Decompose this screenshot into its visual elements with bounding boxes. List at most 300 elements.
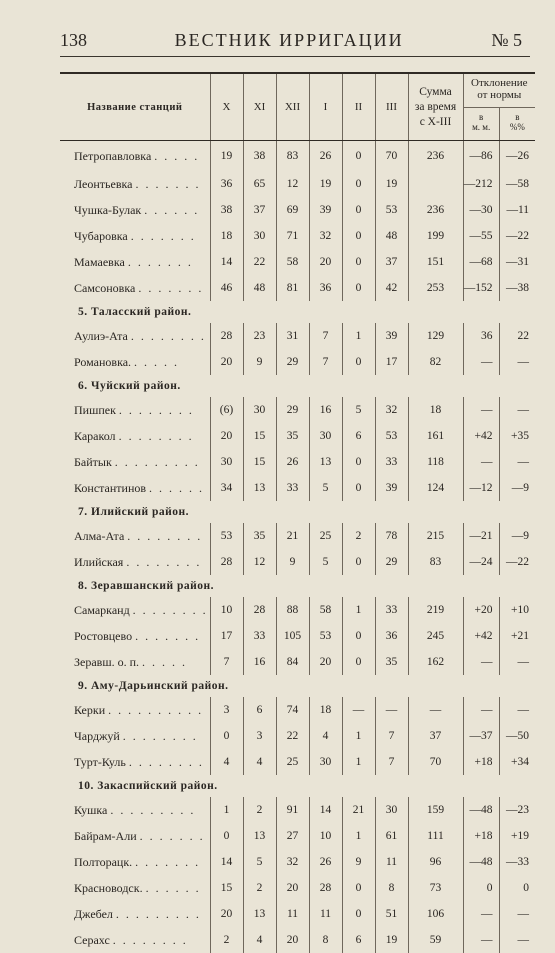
station-name-cell (60, 141, 210, 172)
value-ii: — (342, 697, 375, 723)
col-deviation (463, 73, 535, 141)
station-name: Байтык (74, 455, 112, 469)
value-dev-mm: — (463, 697, 499, 723)
region-heading-row (60, 375, 535, 397)
table-row (60, 597, 535, 623)
value-x: 0 (210, 723, 243, 749)
value-x: (6) (210, 397, 243, 423)
value-dev-pct: —11 (499, 197, 535, 223)
station-name-cell (60, 549, 210, 575)
value-xii: 26 (276, 449, 309, 475)
value-dev-mm: —37 (463, 723, 499, 749)
station-name-cell (60, 823, 210, 849)
value-sum: 245 (408, 623, 463, 649)
region-heading-row (60, 775, 535, 797)
value-i: 32 (309, 223, 342, 249)
table-row (60, 823, 535, 849)
station-name: Самарканд (74, 603, 130, 617)
col-sum-line2: за время (409, 100, 463, 115)
station-name-cell (60, 849, 210, 875)
value-i: 18 (309, 697, 342, 723)
value-xi: 28 (243, 597, 276, 623)
value-dev-pct: — (499, 697, 535, 723)
value-i: 10 (309, 823, 342, 849)
value-xi: 23 (243, 323, 276, 349)
region-heading-row (60, 575, 535, 597)
value-dev-pct: —50 (499, 723, 535, 749)
value-sum: 111 (408, 823, 463, 849)
value-dev-pct: 0 (499, 875, 535, 901)
value-xi: 13 (243, 901, 276, 927)
value-xii: 71 (276, 223, 309, 249)
value-xii: 35 (276, 423, 309, 449)
value-ii: 1 (342, 723, 375, 749)
station-name: Мамаевка (74, 255, 125, 269)
value-xii: 25 (276, 749, 309, 775)
value-dev-mm: —86 (463, 141, 499, 172)
value-x: 15 (210, 875, 243, 901)
value-dev-mm: — (463, 927, 499, 953)
value-ii: 1 (342, 823, 375, 849)
value-dev-pct: — (499, 649, 535, 675)
table-row (60, 901, 535, 927)
table-row (60, 649, 535, 675)
station-name: Керки (74, 703, 105, 717)
leader-dots: . . . . . . . . . (110, 803, 195, 817)
station-name: Джебел (74, 907, 113, 921)
value-i: 14 (309, 797, 342, 823)
table-row (60, 275, 535, 301)
value-i: 4 (309, 723, 342, 749)
station-name-cell (60, 901, 210, 927)
value-iii: 30 (375, 797, 408, 823)
station-name: Алма-Ата (74, 529, 124, 543)
table-row (60, 927, 535, 953)
col-sum-line3: с X-III (409, 115, 463, 130)
value-sum (408, 171, 463, 197)
value-sum: 253 (408, 275, 463, 301)
col-month-i: I (309, 73, 342, 141)
value-dev-pct: — (499, 397, 535, 423)
value-xi: 37 (243, 197, 276, 223)
value-ii: 0 (342, 475, 375, 501)
leader-dots: . . . . . . . (131, 229, 196, 243)
value-dev-mm: —68 (463, 249, 499, 275)
value-dev-pct: —58 (499, 171, 535, 197)
value-dev-mm: — (463, 349, 499, 375)
value-dev-pct: +21 (499, 623, 535, 649)
station-name: Самсоновка (74, 281, 135, 295)
station-name-cell (60, 523, 210, 549)
value-i: 36 (309, 275, 342, 301)
value-iii: 19 (375, 171, 408, 197)
leader-dots: . . . . . . . . (119, 403, 194, 417)
value-iii: 19 (375, 927, 408, 953)
station-name: Серахс (74, 933, 110, 947)
table-row (60, 249, 535, 275)
value-xi: 5 (243, 849, 276, 875)
value-iii: 32 (375, 397, 408, 423)
table-row (60, 749, 535, 775)
value-i: 7 (309, 349, 342, 375)
value-x: 3 (210, 697, 243, 723)
value-iii: 51 (375, 901, 408, 927)
value-xi: 16 (243, 649, 276, 675)
table-row (60, 797, 535, 823)
leader-dots: . . . . . (154, 149, 199, 163)
value-xi: 9 (243, 349, 276, 375)
col-month-xii: XII (276, 73, 309, 141)
value-i: 30 (309, 423, 342, 449)
value-ii: 2 (342, 523, 375, 549)
value-dev-pct: +35 (499, 423, 535, 449)
station-name-cell (60, 171, 210, 197)
value-xii: 105 (276, 623, 309, 649)
station-name-cell (60, 723, 210, 749)
value-xii: 20 (276, 927, 309, 953)
value-xii: 33 (276, 475, 309, 501)
value-i: 11 (309, 901, 342, 927)
station-name: Чубаровка (74, 229, 128, 243)
value-xi: 6 (243, 697, 276, 723)
value-xi: 65 (243, 171, 276, 197)
value-i: 5 (309, 549, 342, 575)
station-name-cell (60, 349, 210, 375)
value-xi: 12 (243, 549, 276, 575)
value-i: 20 (309, 249, 342, 275)
value-dev-pct: —38 (499, 275, 535, 301)
value-dev-mm: 0 (463, 875, 499, 901)
value-i: 8 (309, 927, 342, 953)
value-ii: 1 (342, 749, 375, 775)
value-xii: 22 (276, 723, 309, 749)
value-ii: 0 (342, 449, 375, 475)
table-row (60, 449, 535, 475)
station-name: Каракол (74, 429, 116, 443)
station-name-cell (60, 449, 210, 475)
value-xii: 9 (276, 549, 309, 575)
value-xi: 2 (243, 797, 276, 823)
station-name-cell (60, 875, 210, 901)
value-ii: 0 (342, 549, 375, 575)
region-heading: 9. Аму-Дарьинский район. (60, 675, 535, 697)
value-dev-pct: —22 (499, 223, 535, 249)
value-iii: 53 (375, 197, 408, 223)
value-sum: — (408, 697, 463, 723)
col-month-xi: XI (243, 73, 276, 141)
value-sum: 159 (408, 797, 463, 823)
station-name-cell (60, 623, 210, 649)
value-xi: 30 (243, 223, 276, 249)
value-dev-pct: +19 (499, 823, 535, 849)
value-dev-mm: +42 (463, 423, 499, 449)
value-x: 17 (210, 623, 243, 649)
value-sum: 219 (408, 597, 463, 623)
leader-dots: . . . . . . (144, 203, 199, 217)
value-i: 30 (309, 749, 342, 775)
value-x: 2 (210, 927, 243, 953)
value-dev-mm: — (463, 649, 499, 675)
value-xii: 27 (276, 823, 309, 849)
value-xii: 12 (276, 171, 309, 197)
station-name-cell (60, 223, 210, 249)
leader-dots: . . . . . (134, 355, 179, 369)
value-iii: 36 (375, 623, 408, 649)
value-sum: 70 (408, 749, 463, 775)
value-ii: 0 (342, 141, 375, 172)
station-name-cell (60, 597, 210, 623)
value-iii: 53 (375, 423, 408, 449)
value-xii: 81 (276, 275, 309, 301)
table-row (60, 197, 535, 223)
value-x: 34 (210, 475, 243, 501)
leader-dots: . . . . . . . (138, 281, 203, 295)
value-dev-mm: —30 (463, 197, 499, 223)
station-name: Леонтьевка (74, 177, 133, 191)
value-x: 14 (210, 249, 243, 275)
col-deviation-line2: от нормы (464, 89, 536, 101)
region-heading-row (60, 675, 535, 697)
value-xi: 30 (243, 397, 276, 423)
value-ii: 0 (342, 901, 375, 927)
value-iii: 37 (375, 249, 408, 275)
value-xi: 2 (243, 875, 276, 901)
value-sum: 37 (408, 723, 463, 749)
value-dev-mm: —152 (463, 275, 499, 301)
value-i: 53 (309, 623, 342, 649)
value-dev-mm: —48 (463, 797, 499, 823)
station-name: Аулиэ-Ата (74, 329, 128, 343)
col-deviation-percent: в %% (499, 108, 535, 140)
value-xi: 3 (243, 723, 276, 749)
value-dev-pct: — (499, 927, 535, 953)
region-heading: 6. Чуйский район. (60, 375, 535, 397)
value-x: 46 (210, 275, 243, 301)
value-ii: 6 (342, 423, 375, 449)
leader-dots: . . . . . . . . (113, 933, 188, 947)
value-iii: 29 (375, 549, 408, 575)
value-dev-pct: —22 (499, 549, 535, 575)
station-name: Красноводск. (74, 881, 143, 895)
value-sum: 236 (408, 197, 463, 223)
value-iii: 7 (375, 749, 408, 775)
value-xi: 4 (243, 749, 276, 775)
value-sum: 129 (408, 323, 463, 349)
table-row (60, 397, 535, 423)
value-i: 19 (309, 171, 342, 197)
value-sum: 73 (408, 875, 463, 901)
value-dev-mm: +18 (463, 749, 499, 775)
table-row (60, 475, 535, 501)
value-xi: 15 (243, 449, 276, 475)
value-xi: 38 (243, 141, 276, 172)
col-month-iii: III (375, 73, 408, 141)
region-heading: 7. Илийский район. (60, 501, 535, 523)
value-sum: 18 (408, 397, 463, 423)
leader-dots: . . . . . . . (136, 177, 201, 191)
leader-dots: . . . . . . . . (123, 729, 198, 743)
value-iii: 17 (375, 349, 408, 375)
value-dev-mm: — (463, 397, 499, 423)
value-i: 39 (309, 197, 342, 223)
value-x: 28 (210, 323, 243, 349)
leader-dots: . . . . . . . . (119, 429, 194, 443)
value-dev-pct: —31 (499, 249, 535, 275)
col-sum-line1: Сумма (409, 85, 463, 100)
col-sum (408, 73, 463, 141)
leader-dots: . . . . . . . (128, 255, 193, 269)
table-row (60, 849, 535, 875)
value-iii: 39 (375, 475, 408, 501)
value-ii: 0 (342, 197, 375, 223)
region-heading: 5. Таласский район. (60, 301, 535, 323)
value-iii: 61 (375, 823, 408, 849)
station-name-cell (60, 749, 210, 775)
value-dev-mm: —55 (463, 223, 499, 249)
value-dev-mm: +20 (463, 597, 499, 623)
col-month-x: X (210, 73, 243, 141)
table-row (60, 423, 535, 449)
value-xii: 20 (276, 875, 309, 901)
value-i: 16 (309, 397, 342, 423)
leader-dots: . . . . . . (146, 881, 201, 895)
value-x: 1 (210, 797, 243, 823)
value-sum: 236 (408, 141, 463, 172)
value-dev-mm: +18 (463, 823, 499, 849)
station-name: Константинов (74, 481, 146, 495)
value-sum: 106 (408, 901, 463, 927)
value-x: 20 (210, 349, 243, 375)
value-iii: 78 (375, 523, 408, 549)
value-dev-mm: —12 (463, 475, 499, 501)
value-sum: 199 (408, 223, 463, 249)
value-xii: 31 (276, 323, 309, 349)
station-name: Зеравш. о. п. (74, 655, 139, 669)
value-iii: 33 (375, 597, 408, 623)
table-row (60, 723, 535, 749)
value-x: 18 (210, 223, 243, 249)
value-xii: 88 (276, 597, 309, 623)
station-name: Пишпек (74, 403, 116, 417)
value-iii: 7 (375, 723, 408, 749)
value-sum: 161 (408, 423, 463, 449)
value-dev-mm: —212 (463, 171, 499, 197)
value-ii: 1 (342, 597, 375, 623)
value-xii: 74 (276, 697, 309, 723)
value-xii: 21 (276, 523, 309, 549)
value-dev-pct: +10 (499, 597, 535, 623)
value-ii: 6 (342, 927, 375, 953)
value-iii: 35 (375, 649, 408, 675)
value-sum: 151 (408, 249, 463, 275)
value-ii: 0 (342, 623, 375, 649)
table-row (60, 349, 535, 375)
value-xi: 13 (243, 475, 276, 501)
value-iii: 8 (375, 875, 408, 901)
leader-dots: . . . . . . . . (127, 529, 202, 543)
value-dev-pct: — (499, 449, 535, 475)
value-dev-mm: —48 (463, 849, 499, 875)
value-ii: 9 (342, 849, 375, 875)
value-x: 38 (210, 197, 243, 223)
value-xii: 11 (276, 901, 309, 927)
value-xi: 13 (243, 823, 276, 849)
value-x: 30 (210, 449, 243, 475)
value-ii: 0 (342, 249, 375, 275)
table-row (60, 171, 535, 197)
running-header (60, 26, 522, 54)
value-ii: 0 (342, 649, 375, 675)
station-name: Чушка-Булак (74, 203, 141, 217)
value-sum: 96 (408, 849, 463, 875)
value-dev-pct: —33 (499, 849, 535, 875)
table-row (60, 523, 535, 549)
leader-dots: . . . . . . . . (133, 603, 208, 617)
region-heading-row (60, 301, 535, 323)
station-name: Полторацк. (74, 855, 132, 869)
station-name: Байрам-Али (74, 829, 137, 843)
station-name-cell (60, 275, 210, 301)
value-i: 20 (309, 649, 342, 675)
value-xii: 29 (276, 349, 309, 375)
value-dev-mm: —24 (463, 549, 499, 575)
value-iii: — (375, 697, 408, 723)
value-xii: 58 (276, 249, 309, 275)
value-x: 36 (210, 171, 243, 197)
value-xi: 15 (243, 423, 276, 449)
station-name: Турт-Куль (74, 755, 126, 769)
col-deviation-line1: Отклонение (464, 77, 536, 89)
table-row (60, 623, 535, 649)
station-name-cell (60, 197, 210, 223)
value-ii: 0 (342, 171, 375, 197)
value-ii: 0 (342, 349, 375, 375)
value-dev-mm: 36 (463, 323, 499, 349)
leader-dots: . . . . . . (149, 481, 204, 495)
region-heading: 10. Закаспийский район. (60, 775, 535, 797)
value-x: 10 (210, 597, 243, 623)
station-name-cell (60, 649, 210, 675)
station-name-cell (60, 927, 210, 953)
value-dev-pct: — (499, 901, 535, 927)
value-ii: 21 (342, 797, 375, 823)
table-row (60, 141, 535, 172)
value-xi: 22 (243, 249, 276, 275)
value-x: 19 (210, 141, 243, 172)
station-name-cell (60, 249, 210, 275)
leader-dots: . . . . . . . (140, 829, 205, 843)
value-dev-pct: —9 (499, 523, 535, 549)
value-dev-pct: —26 (499, 141, 535, 172)
value-dev-pct: —9 (499, 475, 535, 501)
value-x: 14 (210, 849, 243, 875)
value-i: 26 (309, 849, 342, 875)
leader-dots: . . . . . . . . . (116, 907, 201, 921)
station-name: Чарджуй (74, 729, 120, 743)
value-iii: 11 (375, 849, 408, 875)
leader-dots: . . . . . . . . (131, 329, 206, 343)
value-sum: 215 (408, 523, 463, 549)
value-xii: 91 (276, 797, 309, 823)
table-row (60, 223, 535, 249)
value-i: 26 (309, 141, 342, 172)
value-dev-mm: —21 (463, 523, 499, 549)
leader-dots: . . . . . . . . (126, 555, 201, 569)
value-dev-mm: — (463, 901, 499, 927)
col-station-name: Название станций (60, 73, 210, 141)
station-name: Петропавловка (74, 149, 151, 163)
table-row (60, 323, 535, 349)
